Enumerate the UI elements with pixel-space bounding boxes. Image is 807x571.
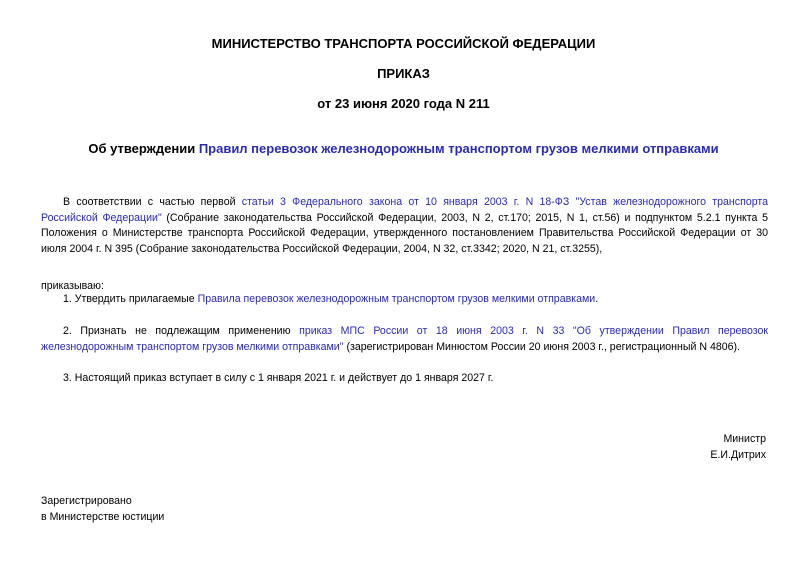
item-1 [63,292,598,308]
title-prefix: Об утверждении [88,141,199,156]
preamble-paragraph [41,195,768,257]
signature-position: Министр [723,433,766,445]
orders-word: приказываю: [41,280,104,292]
mps-order-link-cont[interactable]: железнодорожным транспортом грузов мелкими отправками" [41,340,344,353]
doc-type-heading: ПРИКАЗ [377,66,430,81]
signature-name: Е.И.Дитрих [710,448,766,461]
title-rules-link[interactable]: Правил перевозок железнодорожным транспортом грузов мелкими отправками [198,141,719,156]
item-2-line-1 [41,324,768,340]
preamble-line-2-rest: (Собрание законодательства Российской Федерации, 2003, N 2, ст.170; 2015, N 1, ст.56) и подпунктом 5.2.1 пункта 5 [161,211,769,224]
preamble-line-3: Положения о Министерстве транспорта Российской Федерации, утвержденного постановлением Правительства Российской Федерации от 30 [41,227,768,239]
item-2-prefix: 2. Признать не подлежащим применению [63,325,300,337]
mps-order-link[interactable]: приказ МПС России от 18 июня 2003 г. N 33 "Об утверждении Правил перевозок [299,325,768,337]
item-1-prefix: 1. Утвердить прилагаемые [63,293,198,305]
item-2-suffix: (зарегистрирован Минюстом России 20 июня 2003 г., регистрационный N 4806). [343,340,740,353]
item-1-suffix: . [595,293,599,305]
federal-law-link[interactable]: статьи 3 Федерального закона от 10 января 2003 г. N 18-ФЗ "Устав железнодорожного транспорта [241,196,768,208]
preamble-line-1 [41,195,768,211]
signature-block [710,432,766,463]
preamble-prefix: В соответствии с частью первой [63,196,242,208]
item-2 [41,324,768,355]
item-3: 3. Настоящий приказ вступает в силу с 1 января 2021 г. и действует до 1 января 2027 г. [63,372,494,384]
date-number-heading: от 23 июня 2020 года N 211 [317,96,490,111]
ministry-heading: МИНИСТЕРСТВО ТРАНСПОРТА РОССИЙСКОЙ ФЕДЕРАЦИИ [211,36,596,51]
item-1-rules-link[interactable]: Правила перевозок железнодорожным транспортом грузов мелкими отправками [197,293,596,305]
federal-law-link-cont[interactable]: Российской Федерации" [41,211,162,224]
registration-line-1: Зарегистрировано [41,495,132,507]
registration-line-2: в Министерстве юстиции [41,510,165,523]
preamble-line-2 [41,211,768,227]
document-title [0,141,807,157]
item-2-line-2 [41,340,768,356]
registration-block [41,494,164,525]
preamble-line-4: июля 2004 г. N 395 (Собрание законодательства Российской Федерации, 2004, N 32, ст.3342; 2020, N 21, ст.3255), [41,242,603,255]
